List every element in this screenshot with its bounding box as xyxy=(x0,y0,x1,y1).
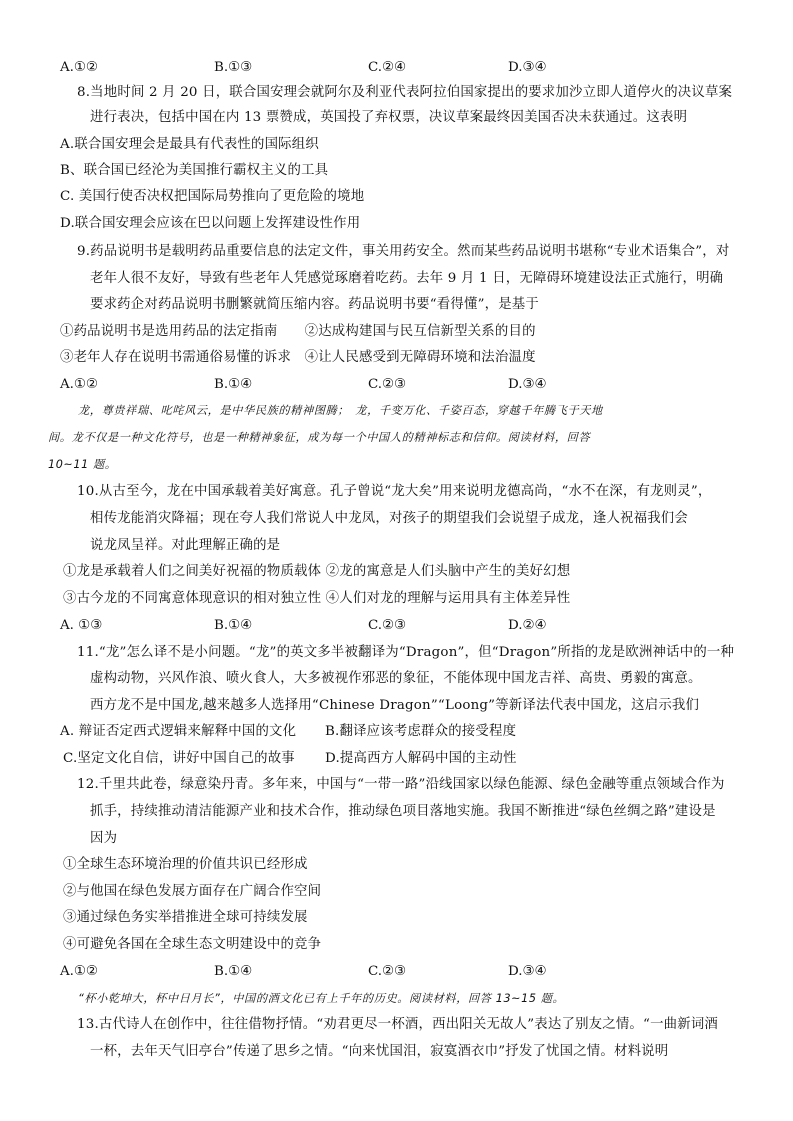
q12-stem-line-1: 12.千里共此卷，绿意染丹青。多年来，中国与“一带一路”沿线国家以绿色能源、绿色金融等重点领域合作为 xyxy=(77,777,725,792)
q8-stem-line-2: 进行表决，包括中国在内 13 票赞成，英国投了弃权票，决议草案最终因美国否决未获通过。这表明 xyxy=(90,110,688,125)
q9-item-row-1: ①药品说明书是选用药品的法定指南 ②达成构建国与民互信新型关系的目的 xyxy=(60,324,536,339)
q7-option-c[interactable]: C.②④ xyxy=(368,60,407,75)
q10-option-d[interactable]: D.②④ xyxy=(508,618,547,633)
dragon-passage-line-1: 龙，尊贵祥瑞、叱咤风云，是中华民族的精神图腾； 龙，千变万化、千姿百态，穿越千年腾飞于天地 xyxy=(78,404,603,417)
q11-option-d[interactable]: D.提高西方人解码中国的主动性 xyxy=(325,751,517,766)
q11-stem-line-2: 虚构动物，兴风作浪、喷火食人，大多被视作邪恶的象征，不能体现中国龙吉祥、高贵、勇毅的寓意。 xyxy=(90,671,702,686)
q7-options xyxy=(60,59,760,77)
q10-option-b[interactable]: B.①④ xyxy=(214,618,253,633)
q9-options xyxy=(60,376,760,394)
q10-stem-line-3: 说龙凤呈祥。对此理解正确的是 xyxy=(90,538,281,553)
q12-item-3: ③通过绿色务实举措推进全球可持续发展 xyxy=(63,910,308,925)
q9-option-d[interactable]: D.③④ xyxy=(508,377,547,392)
q7-option-b[interactable]: B.①③ xyxy=(214,60,253,75)
q11-stem-line-1: 11.“龙”怎么译不是小问题。“龙”的英文多半被翻译为“Dragon”，但“Dragon”所指的龙是欧洲神话中的一种 xyxy=(77,645,735,660)
q12-stem-line-2: 抓手，持续推动清洁能源产业和技术合作，推动绿色项目落地实施。我国不断推进“绿色丝绸之路”建设是 xyxy=(90,804,716,819)
q11-option-c[interactable]: C.坚定文化自信，讲好中国自己的故事 xyxy=(63,751,295,766)
q10-stem-line-2: 相传龙能消灾降福；现在夸人我们常说人中龙凤，对孩子的期望我们会说望子成龙，逢人祝福我们会 xyxy=(90,511,688,526)
q11-option-a[interactable]: A. 辩证否定西式逻辑来解释中国的文化 xyxy=(60,724,297,739)
wine-passage: “杯小乾坤大，杯中日月长”，中国的酒文化已有上千年的历史。阅读材料，回答 13~15 题。 xyxy=(78,992,565,1005)
q11-stem-line-3: 西方龙不是中国龙,越来越多人选择用“Chinese Dragon”“Loong”等新译法代表中国龙，这启示我们 xyxy=(90,698,700,713)
q9-stem-line-2: 老年人很不友好，导致有些老年人凭感觉琢磨着吃药。去年 9 月 1 日，无障碍环境建设法正式施行，明确 xyxy=(90,271,724,286)
q9-option-b[interactable]: B.①④ xyxy=(214,377,253,392)
q12-option-a[interactable]: A.①② xyxy=(60,964,98,979)
q12-option-c[interactable]: C.②③ xyxy=(368,964,407,979)
q9-stem-line-3: 要求药企对药品说明书删繁就简压缩内容。药品说明书要“看得懂”，是基于 xyxy=(90,297,539,312)
q11-option-b[interactable]: B.翻译应该考虑群众的接受程度 xyxy=(325,724,517,739)
q9-option-a[interactable]: A.①② xyxy=(60,377,98,392)
q12-option-b[interactable]: B.①④ xyxy=(214,964,253,979)
q12-stem-line-3: 因为 xyxy=(90,831,118,846)
q10-option-a[interactable]: A. ①③ xyxy=(60,618,103,633)
q9-item-row-2: ③老年人存在说明书需通俗易懂的诉求 ④让人民感受到无障碍环境和法治温度 xyxy=(60,350,536,365)
q9-option-c[interactable]: C.②③ xyxy=(368,377,407,392)
dragon-passage-line-3: 10~11 题。 xyxy=(48,458,117,471)
q12-options xyxy=(60,963,760,981)
q8-option-d[interactable]: D.联合国安理会应该在巴以问题上发挥建设性作用 xyxy=(60,216,361,231)
q12-item-4: ④可避免各国在全球生态文明建设中的竞争 xyxy=(63,937,322,952)
q8-option-b[interactable]: B、联合国已经沦为美国推行霸权主义的工具 xyxy=(60,163,329,178)
q13-stem-line-1: 13.古代诗人在创作中，往往借物抒情。“劝君更尽一杯酒，西出阳关无故人”表达了别友之情。“一曲新词酒 xyxy=(77,1017,719,1032)
q9-stem-line-1: 9.药品说明书是载明药品重要信息的法定文件，事关用药安全。然而某些药品说明书堪称“专业术语集合”，对 xyxy=(77,244,730,259)
q10-options xyxy=(60,617,760,635)
q10-item-row-1: ①龙是承载着人们之间美好祝福的物质载体 ②龙的寓意是人们头脑中产生的美好幻想 xyxy=(63,564,571,579)
q8-stem-line-1: 8.当地时间 2 月 20 日，联合国安理会就阿尔及利亚代表阿拉伯国家提出的要求加沙立即人道停火的决议草案 xyxy=(77,85,733,100)
dragon-passage-line-2: 间。龙不仅是一种文化符号，也是一种精神象征，成为每一个中国人的精神标志和信仰。阅读材料，回答 xyxy=(48,431,591,444)
q7-option-d[interactable]: D.③④ xyxy=(508,60,547,75)
q10-stem-line-1: 10.从古至今，龙在中国承载着美好寓意。孔子曾说“龙大矣”用来说明龙德高尚，“水不在深，有龙则灵”， xyxy=(77,484,712,499)
q8-option-c[interactable]: C. 美国行使否决权把国际局势推向了更危险的境地 xyxy=(60,189,365,204)
q12-item-2: ②与他国在绿色发展方面存在广阔合作空间 xyxy=(63,884,322,899)
q12-option-d[interactable]: D.③④ xyxy=(508,964,547,979)
q10-option-c[interactable]: C.②③ xyxy=(368,618,407,633)
q10-item-row-2: ③古今龙的不同寓意体现意识的相对独立性 ④人们对龙的理解与运用具有主体差异性 xyxy=(63,591,571,606)
q7-option-a[interactable]: A.①② xyxy=(60,60,98,75)
q12-item-1: ①全球生态环境治理的价值共识已经形成 xyxy=(63,857,308,872)
q8-option-a[interactable]: A.联合国安理会是最具有代表性的国际组织 xyxy=(60,137,319,152)
q13-stem-line-2: 一杯，去年天气旧亭台”传递了思乡之情。“向来忧国泪，寂寞酒衣巾”抒发了忧国之情。材料说明 xyxy=(90,1044,669,1059)
